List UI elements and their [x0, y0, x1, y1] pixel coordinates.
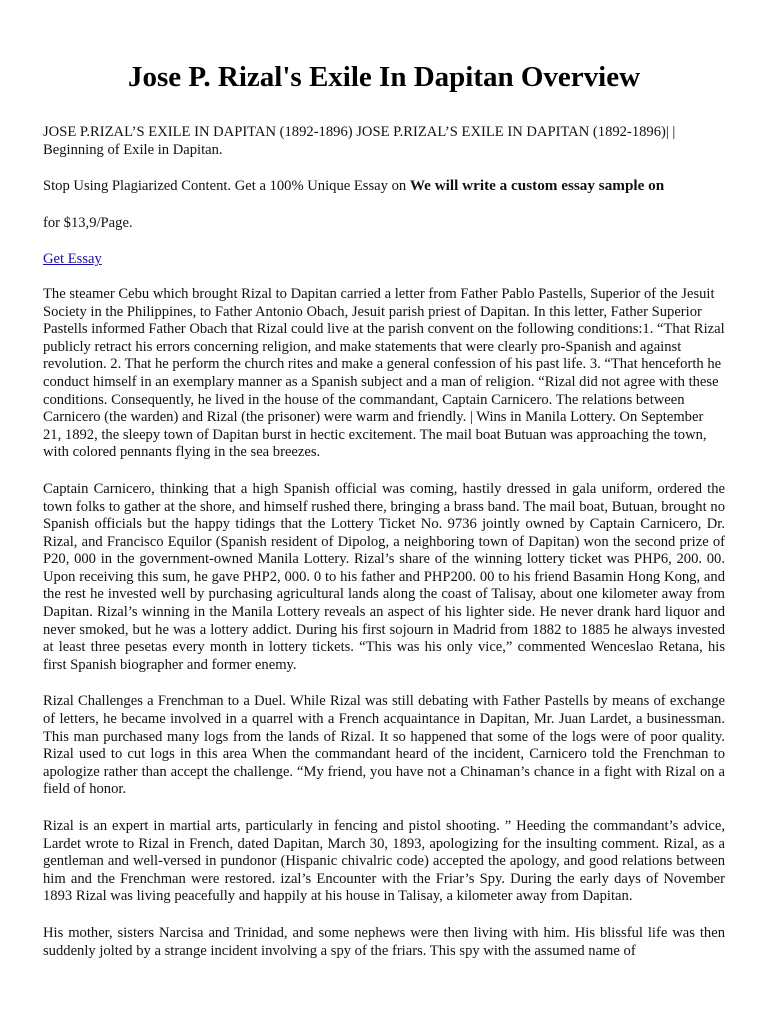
promo-bold-text: We will write a custom essay sample on	[409, 177, 665, 195]
paragraph-1: The steamer Cebu which brought Rizal to Dapitan carried a letter from Father Pablo Pastells, Superior of the Jesuit Society in the Philippines, to Father Antonio Obach, Jesuit parish priest of Dapitan. In this letter, Father Superior Pastells informed Father Obach that Rizal could live at the parish convent on the following conditions:1. “That Rizal publicly retract his errors concerning religion, and make statements that were clearly pro-Spanish and against revolution. 2. That he perform the church rites and make a general confession of his past life. 3. “That henceforth he conduct himself in an exemplary manner as a Spanish subject and a man of religion. “Rizal did not agree with these conditions. Consequently, he lived in the house of the commandant, Captain Carnicero. The relations between Carnicero (the warden) and Rizal (the prisoner) were warm and friendly. | Wins in Manila Lottery. On September 21, 1892, the sleepy town of Dapitan burst in hectic excitement. The mail boat Butuan was approaching the town, with colored pennants flying in the sea breezes.	[43, 285, 725, 461]
page-title: Jose P. Rizal's Exile In Dapitan Overview	[127, 61, 641, 93]
get-essay-line	[43, 251, 725, 269]
intro-heading: JOSE P.RIZAL’S EXILE IN DAPITAN (1892-1896) JOSE P.RIZAL’S EXILE IN DAPITAN (1892-1896)| | Beginning of Exile in Dapitan.	[43, 124, 676, 158]
paragraph-2: Captain Carnicero, thinking that a high Spanish official was coming, hastily dressed in gala uniform, ordered the town folks to gather at the shore, and himself rushed there, bringing a brass band. The mail boat, Butuan, brought no Spanish officials but the happy tidings that the Lottery Ticket No. 9736 jointly owned by Captain Carnicero, Dr. Rizal, and Francisco Equilor (Spanish resident of Dipolog, a neighboring town of Dapitan) won the second prize of P20, 000 in the government-owned Manila Lottery. Rizal’s share of the winning lottery ticket was PHP6, 200. 00. Upon receiving this sum, he gave PHP2, 000. 0 to his father and PHP200. 00 to his friend Basamin Hong Kong, and the rest he invested well by purchasing agricultural lands along the coast of Talisay, about one kilometer away from Dapitan. Rizal’s winning in the Manila Lottery reveals an aspect of his lighter side. He never drank hard liquor and never smoked, but he was a lottery addict. During his first sojourn in Madrid from 1882 to 1885 he always invested at least three pesetas every month in lottery tickets. “This was his only vice,” commented Wenceslao Retana, his first Spanish biographer and former enemy.	[43, 480, 725, 673]
price-line: for $13,9/Page.	[43, 214, 133, 231]
promo-text: Stop Using Plagiarized Content. Get a 100% Unique Essay on	[43, 178, 410, 195]
paragraph-5: His mother, sisters Narcisa and Trinidad, and some nephews were then living with him. His blissful life was then suddenly jolted by a strange incident involving a spy of the friars. This spy with the assumed name of	[43, 924, 725, 959]
paragraph-4: Rizal is an expert in martial arts, particularly in fencing and pistol shooting. ” Heeding the commandant’s advice, Lardet wrote to Rizal in French, dated Dapitan, March 30, 1893, apologizing for the insulting comment. Rizal, as a gentleman and well-versed in pundonor (Hispanic chivalric code) accepted the apology, and good relations between him and the Frenchman were restored. izal’s Encounter with the Friar’s Spy. During the early days of November 1893 Rizal was living peacefully and happily at his house in Talisay, a kilometer away from Dapitan.	[43, 818, 725, 905]
promo-line	[43, 177, 725, 196]
get-essay-link[interactable]: Get Essay	[43, 251, 102, 268]
paragraph-3: Rizal Challenges a Frenchman to a Duel. While Rizal was still debating with Father Pastells by means of exchange of letters, he became involved in a quarrel with a French acquaintance in Dapitan, Mr. Juan Lardet, a businessman. This man purchased many logs from the lands of Rizal. It so happened that some of the logs were of poor quality. Rizal used to cut logs in this area When the commandant heard of the incident, Carnicero told the Frenchman to apologize rather than accept the challenge. “My friend, you have not a Chinaman’s chance in a fight with Rizal on a field of honor.	[43, 693, 725, 798]
